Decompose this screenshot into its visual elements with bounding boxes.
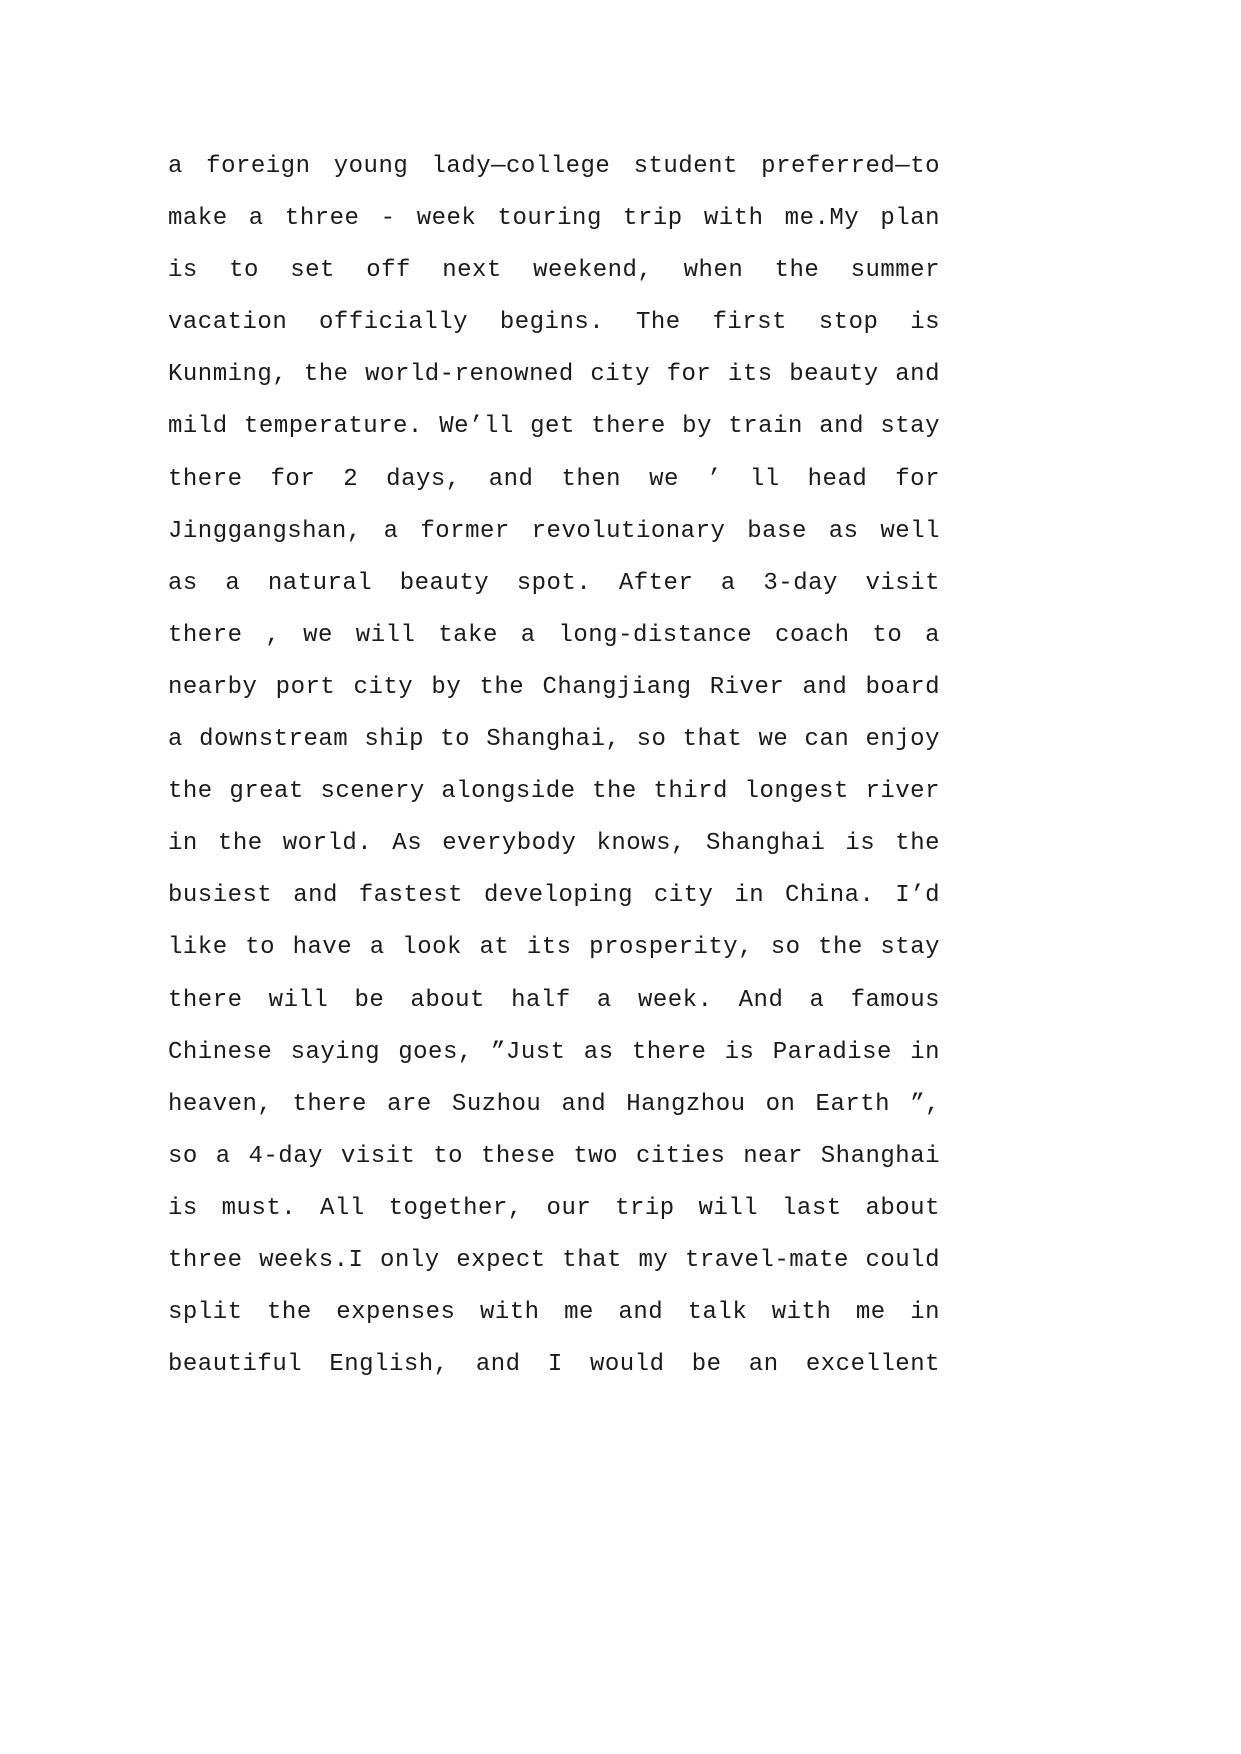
text-line: Chinese saying goes, ”Just as there is Paradise in — [168, 1038, 940, 1066]
text-line: vacation officially begins. The first stop is — [168, 309, 940, 337]
text-line: there will be about half a week. And a famous — [168, 986, 940, 1014]
document-body — [168, 141, 940, 1391]
text-line: nearby port city by the Changjiang River and board — [168, 673, 940, 701]
text-line: a foreign young lady—college student preferred—to — [168, 153, 940, 180]
text-line: Jinggangshan, a former revolutionary base as well — [168, 517, 940, 545]
text-line: the great scenery alongside the third longest river — [168, 778, 940, 806]
text-line: is to set off next weekend, when the summer — [168, 257, 940, 285]
text-line: in the world. As everybody knows, Shanghai is the — [168, 830, 940, 858]
text-line: busiest and fastest developing city in China. I’d — [168, 882, 940, 910]
text-line: beautiful English, and I would be an excellent — [168, 1351, 940, 1379]
text-line: like to have a look at its prosperity, so the stay — [168, 934, 940, 962]
text-line: is must. All together, our trip will last about — [168, 1194, 940, 1222]
text-line: as a natural beauty spot. After a 3-day visit — [168, 569, 940, 597]
text-line: Kunming, the world-renowned city for its beauty and — [168, 361, 940, 389]
text-line: a downstream ship to Shanghai, so that we can enjoy — [168, 726, 940, 754]
text-line: make a three - week touring trip with me.My plan — [168, 205, 940, 233]
text-line: split the expenses with me and talk with me in — [168, 1299, 940, 1327]
text-line: there , we will take a long-distance coach to a — [168, 621, 940, 649]
text-line: heaven, there are Suzhou and Hangzhou on Earth ”, — [168, 1090, 940, 1118]
text-line: three weeks.I only expect that my travel-mate could — [168, 1246, 940, 1274]
text-line: so a 4-day visit to these two cities near Shanghai — [168, 1142, 940, 1170]
text-line: there for 2 days, and then we ’ ll head for — [168, 465, 940, 493]
text-line: mild temperature. We’ll get there by train and stay — [168, 413, 940, 441]
